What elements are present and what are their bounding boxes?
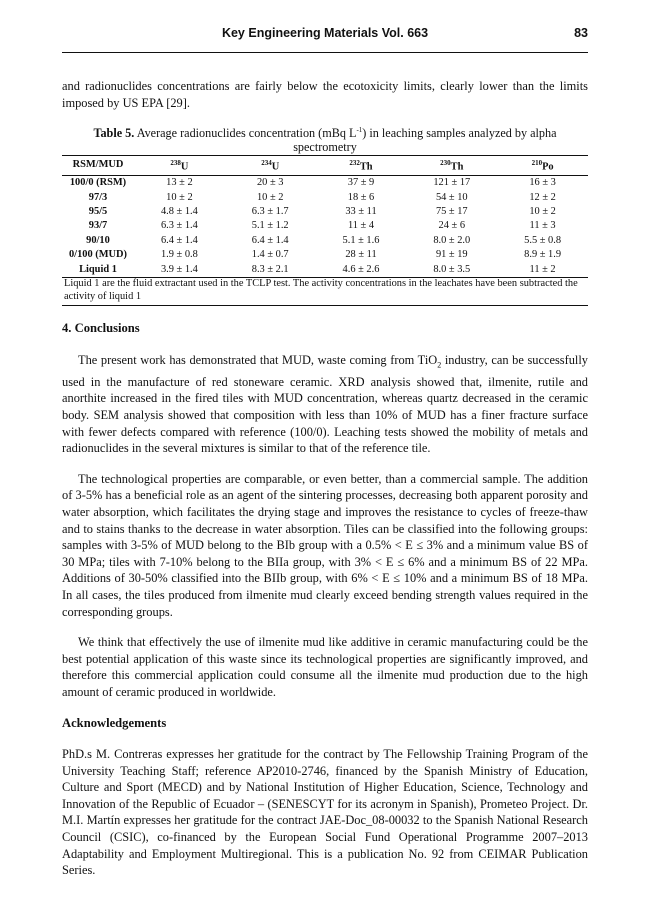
table-cell: 54 ± 10	[435, 191, 468, 203]
radionuclides-table	[62, 155, 588, 278]
table-cell: 5.1 ± 1.2	[251, 220, 289, 232]
running-header	[62, 26, 588, 53]
column-header: $^{230}$Th	[406, 156, 497, 176]
table-header-row	[62, 156, 588, 176]
table-cell: 5.1 ± 1.6	[342, 234, 380, 246]
conclusions-paragraph-3: We think that effectively the use of ilmenite mud like additive in ceramic manufacturing could be the best potential application of this waste since its technological properties are significantly improved, and therefore this commercial application could consume all the ilmenite mud production due to the high amount of ceramic produced in worldwide.	[62, 635, 588, 699]
table-cell: 11 ± 2	[497, 263, 588, 278]
page-body	[62, 78, 588, 879]
table-row	[62, 176, 588, 191]
table-row	[62, 263, 588, 278]
table-cell: 4.6 ± 2.6	[316, 263, 407, 278]
table-row	[62, 191, 588, 205]
table-cell: 121 ± 17	[433, 177, 471, 189]
row-header-cell: RSM/MUD	[62, 156, 134, 176]
table-cell: 12 ± 2	[529, 191, 556, 203]
journal-title: Key Engineering Materials Vol. 663	[221, 26, 429, 40]
row-label: 95/5	[88, 205, 108, 217]
table-row	[62, 205, 588, 219]
table-caption-label: Table 5.	[93, 126, 135, 141]
table-cell: 33 ± 11	[345, 205, 377, 217]
table-caption-sup: -1	[356, 126, 363, 135]
table-cell: 28 ± 11	[345, 249, 377, 261]
table-cell: 5.5 ± 0.8	[524, 234, 562, 246]
acknowledgements-heading: Acknowledgements	[62, 715, 167, 730]
row-label: 0/100 (MUD)	[68, 249, 127, 261]
table-cell: 6.3 ± 1.4	[160, 220, 198, 232]
table-caption-text-2: ) in leaching samples analyzed by alpha spectrometry	[293, 126, 557, 155]
conclusions-heading: 4. Conclusions	[62, 321, 140, 336]
intro-paragraph: and radionuclides concentrations are fairly below the ecotoxicity limits, clearly lower than the limits imposed by US EPA [29].	[62, 79, 588, 110]
table-cell: 10 ± 2	[166, 191, 193, 203]
table-cell: 8.0 ± 3.5	[406, 263, 497, 278]
row-label: 90/10	[86, 234, 110, 246]
table-cell: 10 ± 2	[256, 191, 284, 203]
table-cell: 1.9 ± 0.8	[160, 249, 198, 261]
table-cell: 3.9 ± 1.4	[134, 263, 225, 278]
table-cell: 6.4 ± 1.4	[251, 234, 289, 246]
table-row	[62, 248, 588, 262]
table-cell: 91 ± 19	[435, 249, 468, 261]
table-cell: 11 ± 4	[347, 220, 375, 232]
table-cell: 13 ± 2	[166, 177, 193, 189]
row-label: 93/7	[88, 220, 108, 232]
table-row	[62, 234, 588, 248]
row-label: Liquid 1	[62, 263, 134, 278]
table-caption-text: Average radionuclides concentration (mBq L	[136, 126, 357, 141]
table-cell: 1.4 ± 0.7	[251, 249, 289, 261]
column-header: $^{234}$U	[225, 156, 316, 176]
table-caption	[62, 123, 588, 154]
table-cell: 8.9 ± 1.9	[524, 249, 562, 261]
table-cell: 10 ± 2	[529, 205, 556, 217]
page-number: 83	[574, 26, 588, 40]
row-label: 100/0 (RSM)	[69, 177, 127, 189]
table-cell: 6.3 ± 1.7	[251, 205, 289, 217]
table-cell: 4.8 ± 1.4	[160, 205, 198, 217]
table-cell: 75 ± 17	[435, 205, 468, 217]
column-header: $^{232}$Th	[316, 156, 407, 176]
column-header: $^{238}$U	[134, 156, 225, 176]
table-cell: 6.4 ± 1.4	[160, 234, 198, 246]
row-label: 97/3	[88, 191, 108, 203]
conclusions-paragraph-2: The technological properties are comparable, or even better, than a commercial sample. The addition of 3-5% has a beneficial role as an agent of the sintering processes, decreasing both apparent porosity and water absorption, which facilitates the drying stage and improves the resistance to cycles of freeze-thaw and to stains thanks to the decrease in water absorption. Tiles can be classified into the following groups: samples with 3-5% of MUD belong to the BIb group with a 0.5% < E ≤ 3% and a minimum value BS of 30 MPa; tiles with 7-10% belong to the BIIa group, with 3% < E ≤ 6% and a minimum BS of 22 MPa. Additions of 30-50% classified into the BIIb group, with 6% < E ≤ 10% and a minimum BS of 18 MPa. In all cases, the tiles produced from ilmenite mud clearly exceed bending strength values required in the corresponding groups.	[62, 471, 588, 619]
table-cell: 37 ± 9	[347, 177, 375, 189]
column-header: $^{210}$Po	[497, 156, 588, 176]
table-cell: 8.0 ± 2.0	[433, 234, 471, 246]
table-cell: 20 ± 3	[256, 177, 284, 189]
table-footnote: Liquid 1 are the fluid extractant used in the TCLP test. The activity concentrations in the leachates have been subtracted the activity of liquid 1	[62, 278, 588, 306]
conclusions-paragraph-1: The present work has demonstrated that MUD, waste coming from TiO$_2$ industry, can be successfully used in the manufacture of red stoneware ceramic. XRD analysis showed that, ilmenite, rutile and anorthite increased in the fired tiles with MUD concentration, whereas quartz decreased in the ceramic body. SEM analysis showed that composition with less than 10% of MUD has a finer fracture surface with fewer defects compared with reference (100/0). Leaching tests showed the mobility of metals and radionuclides in the several mixtures is similar to that of the reference tile.	[62, 352, 589, 456]
acknowledgements-paragraph: PhD.s M. Contreras expresses her gratitude for the contract by The Fellowship Training Program of the University Teaching Staff; reference AP2010-2746, financed by the Spanish Ministry of Education, Culture and Sport (MECD) and by National Institution of Higher Education, Science, Technology and Innovation of the Republic of Ecuador – (SENESCYT for its acronym in Spanish), Prometeo Project. Dr. M.I. Martín expresses her gratitude for the contract JAE-Doc_08-00032 to the Spanish National Research Council (CSIC), co-financed by the European Social Fund Operational Programme 2007–2013 Adaptability and Employment Multiregional. This is a publication No. 92 from CEIMAR Publication Series.	[62, 747, 588, 878]
table-cell: 24 ± 6	[438, 220, 466, 232]
table-cell: 16 ± 3	[529, 177, 556, 189]
table-cell: 11 ± 3	[529, 220, 556, 232]
table-row	[62, 219, 588, 233]
table-cell: 8.3 ± 2.1	[225, 263, 316, 278]
table-cell: 18 ± 6	[347, 191, 375, 203]
